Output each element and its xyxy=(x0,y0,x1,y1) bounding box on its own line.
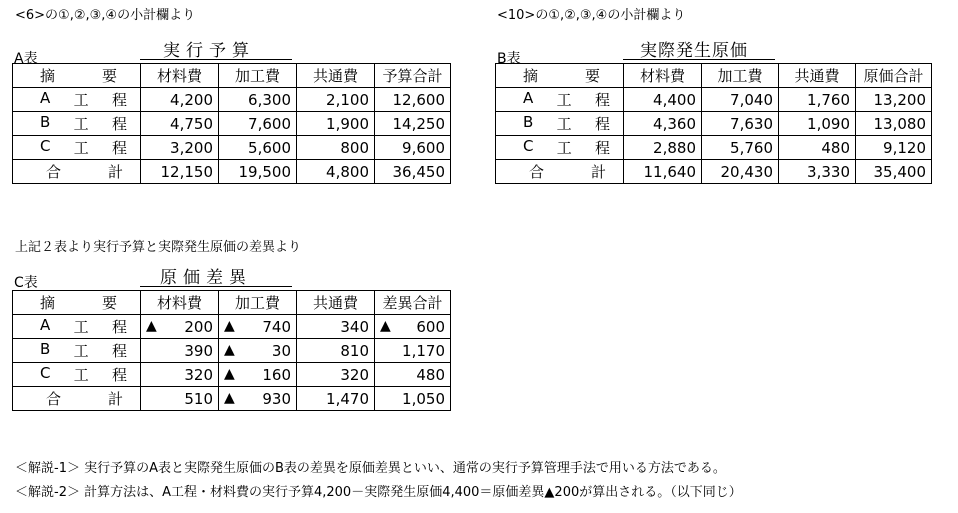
cell-value: 4,200 xyxy=(170,90,213,109)
cell-value: 35,400 xyxy=(873,162,926,181)
header-cell: 原価合計 xyxy=(856,64,932,88)
table-row xyxy=(13,136,451,160)
header-cell: 摘 xyxy=(40,67,56,85)
cell-value: 4,800 xyxy=(326,162,369,181)
deficit-triangle: ▲ xyxy=(146,317,157,334)
cell-value: 7,040 xyxy=(730,90,773,109)
cell-value: 19,500 xyxy=(238,162,291,181)
deficit-triangle: ▲ xyxy=(224,365,235,382)
table-b-title: 実際発生原価 xyxy=(640,41,748,61)
deficit-triangle: ▲ xyxy=(224,317,235,334)
row-label: A xyxy=(523,89,534,107)
row-label: 工 xyxy=(556,91,572,109)
table-row xyxy=(496,112,932,136)
header-cell: 要 xyxy=(584,67,600,85)
cell-value: 5,600 xyxy=(248,138,291,157)
cell-value: 320 xyxy=(340,365,369,384)
cell-value: 480 xyxy=(821,138,850,157)
row-label: 計 xyxy=(590,163,606,181)
row-label: 工 xyxy=(556,115,572,133)
explanation-1: ＜解説-1＞ 実行予算のA表と実際発生原価のB表の差異を原価差異といい、通常の実行予算管理手法で用いる方法である。 xyxy=(15,461,726,476)
row-label: B xyxy=(40,340,51,358)
row-label: C xyxy=(40,364,51,382)
row-label: 工 xyxy=(556,139,572,157)
cell-value: 14,250 xyxy=(392,114,445,133)
row-label: 工 xyxy=(73,366,89,384)
row-label: 工 xyxy=(73,342,89,360)
header-cell: 共通費 xyxy=(297,291,375,315)
header-cell: 差異合計 xyxy=(375,291,451,315)
table-c-title: 原価差異 xyxy=(160,268,252,288)
table-row xyxy=(13,315,451,339)
cell-value: 510 xyxy=(184,389,213,408)
table-c-header-row xyxy=(13,291,451,315)
table-total-row xyxy=(13,160,451,184)
cell-value: 1,170 xyxy=(402,341,445,360)
row-label: 程 xyxy=(111,366,127,384)
row-label: 計 xyxy=(107,390,123,408)
cell-value: 2,100 xyxy=(326,90,369,109)
row-label: C xyxy=(40,137,51,155)
table-row xyxy=(496,136,932,160)
header-cell: 共通費 xyxy=(297,64,375,88)
cell-value: 6,300 xyxy=(248,90,291,109)
cell-value: 1,050 xyxy=(402,389,445,408)
cell-value: 160 xyxy=(262,365,291,384)
header-cell: 共通費 xyxy=(779,64,856,88)
cell-value: 30 xyxy=(271,341,291,360)
cell-value: 20,430 xyxy=(720,162,773,181)
row-label: B xyxy=(40,113,51,131)
cell-value: 3,200 xyxy=(170,138,213,157)
row-label: A xyxy=(40,89,51,107)
cell-value: 800 xyxy=(340,138,369,157)
table-b-source-note: <10>の①,②,③,④の小計欄より xyxy=(497,8,686,23)
deficit-triangle: ▲ xyxy=(224,389,235,406)
row-label: C xyxy=(523,137,534,155)
table-b-label: B表 xyxy=(497,51,521,67)
cell-value: 9,600 xyxy=(402,138,445,157)
header-cell: 材料費 xyxy=(624,64,702,88)
header-cell: 加工費 xyxy=(219,291,297,315)
row-label: 程 xyxy=(111,115,127,133)
header-cell: 要 xyxy=(101,294,117,312)
cell-value: 12,600 xyxy=(392,90,445,109)
row-label: 計 xyxy=(107,163,123,181)
cell-value: 13,080 xyxy=(873,114,926,133)
table-a-label: A表 xyxy=(14,51,38,67)
row-label: 程 xyxy=(594,139,610,157)
cell-value: 4,360 xyxy=(653,114,696,133)
cell-value: 13,200 xyxy=(873,90,926,109)
header-cell: 摘 xyxy=(40,294,56,312)
cell-value: 340 xyxy=(340,317,369,336)
table-row xyxy=(13,88,451,112)
row-label: 合 xyxy=(46,163,62,181)
cell-value: 930 xyxy=(262,389,291,408)
row-label: 合 xyxy=(529,163,545,181)
table-total-row xyxy=(496,160,932,184)
row-label: 合 xyxy=(46,390,62,408)
cell-value: 1,090 xyxy=(807,114,850,133)
row-label: 工 xyxy=(73,139,89,157)
table-row xyxy=(13,339,451,363)
cell-value: 390 xyxy=(184,341,213,360)
table-c xyxy=(12,290,451,411)
header-cell: 要 xyxy=(101,67,117,85)
table-c-label: C表 xyxy=(14,275,38,291)
cell-value: 200 xyxy=(184,317,213,336)
table-b-title-underline xyxy=(623,59,775,60)
cell-value: 320 xyxy=(184,365,213,384)
cell-value: 36,450 xyxy=(392,162,445,181)
row-label: 程 xyxy=(111,91,127,109)
cell-value: 4,400 xyxy=(653,90,696,109)
row-label: 工 xyxy=(73,115,89,133)
table-a-title-underline xyxy=(140,59,292,60)
table-total-row xyxy=(13,387,451,411)
table-c-title-underline xyxy=(140,286,292,287)
header-cell: 材料費 xyxy=(141,64,219,88)
cell-value: 810 xyxy=(340,341,369,360)
table-row xyxy=(13,363,451,387)
header-cell: 材料費 xyxy=(141,291,219,315)
header-cell: 予算合計 xyxy=(375,64,451,88)
cell-value: 7,600 xyxy=(248,114,291,133)
row-label: 程 xyxy=(111,318,127,336)
cell-value: 4,750 xyxy=(170,114,213,133)
cell-value: 2,880 xyxy=(653,138,696,157)
header-cell: 加工費 xyxy=(702,64,779,88)
cell-value: 740 xyxy=(262,317,291,336)
table-a xyxy=(12,63,451,184)
cell-value: 1,470 xyxy=(326,389,369,408)
cell-value: 600 xyxy=(416,317,445,336)
cell-value: 480 xyxy=(416,365,445,384)
cell-value: 7,630 xyxy=(730,114,773,133)
row-label: 程 xyxy=(111,342,127,360)
table-b xyxy=(495,63,932,184)
row-label: 程 xyxy=(594,91,610,109)
row-label: 工 xyxy=(73,91,89,109)
table-b-header-row xyxy=(496,64,932,88)
table-c-source-note: 上記２表より実行予算と実際発生原価の差異より xyxy=(15,240,302,255)
header-cell: 加工費 xyxy=(219,64,297,88)
row-label: B xyxy=(523,113,534,131)
row-label: 程 xyxy=(594,115,610,133)
header-cell: 摘 xyxy=(523,67,539,85)
table-a-title: 実行予算 xyxy=(163,41,255,61)
deficit-triangle: ▲ xyxy=(224,341,235,358)
table-a-source-note: <6>の①,②,③,④の小計欄より xyxy=(15,8,196,23)
cell-value: 5,760 xyxy=(730,138,773,157)
row-label: A xyxy=(40,316,51,334)
table-a-header-row xyxy=(13,64,451,88)
table-row xyxy=(13,112,451,136)
cell-value: 11,640 xyxy=(643,162,696,181)
explanation-2: ＜解説-2＞ 計算方法は、A工程・材料費の実行予算4,200－実際発生原価4,400＝原価差異▲200が算出される。（以下同じ） xyxy=(15,485,742,500)
deficit-triangle: ▲ xyxy=(380,317,391,334)
table-row xyxy=(496,88,932,112)
cell-value: 3,330 xyxy=(807,162,850,181)
cell-value: 1,760 xyxy=(807,90,850,109)
cell-value: 1,900 xyxy=(326,114,369,133)
cell-value: 9,120 xyxy=(883,138,926,157)
row-label: 工 xyxy=(73,318,89,336)
cell-value: 12,150 xyxy=(160,162,213,181)
row-label: 程 xyxy=(111,139,127,157)
